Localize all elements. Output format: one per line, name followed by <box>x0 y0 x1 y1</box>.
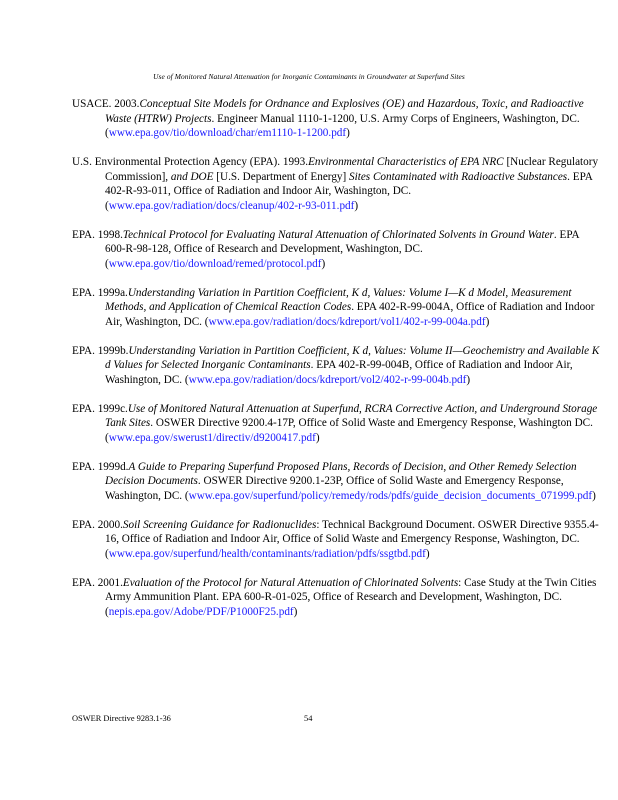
reference-title: A Guide to Preparing Superfund Proposed Plans, Records of Decision, and Other Remedy Selection Decision Documents <box>105 460 577 487</box>
reference-author-year: EPA. 1999d. <box>72 460 129 473</box>
reference-author-year: USACE. 2003. <box>72 98 140 110</box>
reference-details: . OSWER Directive 9200.1-23P, Office of Solid Waste and Emergency Response, Washington, DC. ( <box>105 475 564 502</box>
reference-title: Soil Screening Guidance for Radionuclides <box>122 518 317 531</box>
reference-tail: ) <box>485 315 490 328</box>
reference-entry <box>72 286 602 330</box>
reference-entry <box>72 402 602 446</box>
reference-entry <box>72 576 602 620</box>
reference-details: . EPA 402-R-93-011, Office of Radiation and Indoor Air, Washington, DC. ( <box>105 170 593 212</box>
reference-details: . OSWER Directive 9200.4-17P, Office of Solid Waste and Emergency Response, Washington DC. ( <box>105 417 593 444</box>
reference-entry <box>72 228 602 272</box>
reference-title: Understanding Variation in Partition Coefficient, K d, Values: Volume II—Geochemistry and Available K d Values for Selected Inorganic Contaminants <box>105 344 600 371</box>
reference-details: . EPA 402-R-99-004A, Office of Radiation and Indoor Air, Washington, DC. ( <box>105 301 595 328</box>
reference-title: Environmental Characteristics of EPA NRC <box>308 156 504 168</box>
reference-tail: ) <box>425 547 430 560</box>
reference-author-year: U.S. Environmental Protection Agency (EPA). 1993. <box>72 156 309 168</box>
reference-url-link[interactable]: nepis.epa.gov/Adobe/PDF/P1000F25.pdf <box>108 605 294 618</box>
reference-url-link[interactable]: www.epa.gov/radiation/docs/kdreport/vol2/402-r-99-004b.pdf <box>188 373 467 386</box>
reference-entry <box>72 460 602 504</box>
reference-details: . EPA 600-R-98-128, Office of Research and Development, Washington, DC. ( <box>105 228 579 270</box>
reference-url-link[interactable]: www.epa.gov/superfund/policy/remedy/rods/pdfs/guide_decision_documents_071999.pdf <box>188 489 593 502</box>
reference-details: : Case Study at the Twin Cities Army Ammunition Plant. EPA 600-R-01-025, Office of Research and Development, Washington, DC. ( <box>105 576 597 618</box>
reference-details: [Nuclear Regulatory Commission], <box>105 156 599 183</box>
reference-title: Evaluation of the Protocol for Natural Attenuation of Chlorinated Solvents <box>122 576 459 589</box>
reference-title: Conceptual Site Models for Ordnance and Explosives (OE) and Hazardous, Toxic, and Radioactive Waste (HTRW) Projects <box>105 98 584 125</box>
reference-url-link[interactable]: www.epa.gov/tio/download/char/em1110-1-1200.pdf <box>108 127 347 139</box>
reference-tail: ) <box>592 489 596 502</box>
reference-title: Technical Protocol for Evaluating Natural Attenuation of Chlorinated Solvents in Ground Water <box>122 228 554 241</box>
reference-url-link[interactable]: www.epa.gov/swerust1/directiv/d9200417.pdf <box>108 431 316 444</box>
reference-tail: ) <box>315 431 320 444</box>
reference-tail: ) <box>354 199 359 212</box>
reference-tail: ) <box>321 257 326 270</box>
reference-entry <box>72 97 602 141</box>
reference-url-link[interactable]: www.epa.gov/radiation/docs/kdreport/vol1/402-r-99-004a.pdf <box>208 315 486 328</box>
reference-author-year: EPA. 1999c. <box>72 402 128 415</box>
reference-tail: ) <box>293 605 298 618</box>
reference-entry <box>72 155 602 213</box>
reference-title: Sites Contaminated with Radioactive Substances <box>349 170 568 183</box>
reference-author-year: EPA. 2000. <box>72 518 123 531</box>
reference-list <box>72 97 602 619</box>
reference-entry <box>72 344 602 388</box>
reference-title: and DOE <box>170 170 214 183</box>
reference-url-link[interactable]: www.epa.gov/superfund/health/contaminants/radiation/pdfs/ssgtbd.pdf <box>108 547 426 560</box>
reference-author-year: EPA. 1998. <box>72 228 123 241</box>
reference-author-year: EPA. 1999b. <box>72 344 129 357</box>
footer-directive: OSWER Directive 9283.1-36 <box>72 714 171 723</box>
reference-details: [U.S. Department of Energy] <box>213 170 350 183</box>
reference-tail: ) <box>346 127 350 139</box>
reference-details: : Technical Background Document. OSWER Directive 9355.4-16, Office of Radiation and Indoor Air, Office of Solid Waste and Emergency Response, Washington, DC. ( <box>105 518 599 560</box>
reference-url-link[interactable]: www.epa.gov/radiation/docs/cleanup/402-r-93-011.pdf <box>108 199 355 212</box>
reference-entry <box>72 518 602 562</box>
reference-author-year: EPA. 2001. <box>72 576 123 589</box>
running-header: Use of Monitored Natural Attenuation for Inorganic Contaminants in Groundwater at Superfund Sites <box>153 72 465 81</box>
reference-title: Use of Monitored Natural Attenuation at Superfund, RCRA Corrective Action, and Underground Storage Tank Sites <box>105 402 598 429</box>
reference-author-year: EPA. 1999a. <box>72 286 128 299</box>
reference-tail: ) <box>466 373 471 386</box>
reference-details: . EPA 402-R-99-004B, Office of Radiation and Indoor Air, Washington, DC. ( <box>105 359 573 386</box>
page-number: 54 <box>304 714 313 723</box>
reference-title: Understanding Variation in Partition Coefficient, K d, Values: Volume I—K d Model, Measurement Methods, and Application of Chemical Reaction Codes <box>105 286 572 313</box>
reference-details: . Engineer Manual 1110-1-1200, U.S. Army Corps of Engineers, Washington, DC. ( <box>105 112 580 139</box>
reference-url-link[interactable]: www.epa.gov/tio/download/remed/protocol.pdf <box>108 257 322 270</box>
